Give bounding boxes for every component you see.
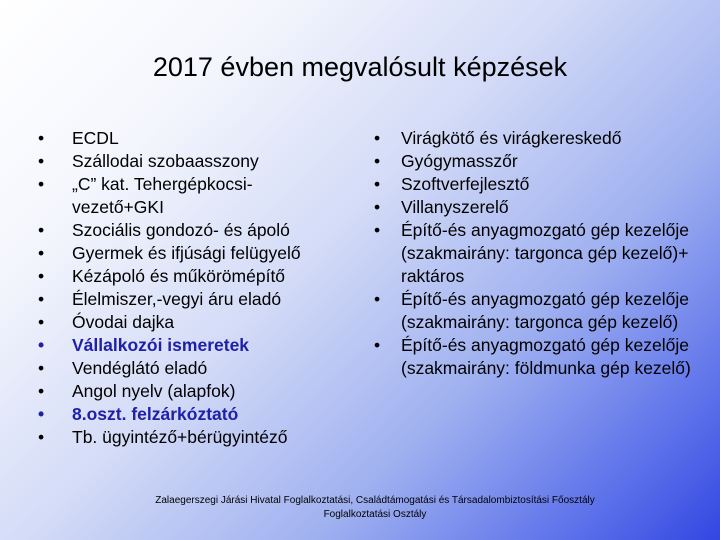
- list-item: [38, 219, 338, 242]
- bullet-icon: •: [374, 335, 381, 355]
- bullet-icon: •: [38, 289, 45, 309]
- list-item: [374, 196, 694, 219]
- footer-line-2: Foglalkoztatási Osztály: [323, 509, 427, 520]
- list-item-text: Szállodai szobaasszony: [72, 151, 259, 171]
- list-item: [374, 173, 694, 196]
- list-item: [374, 127, 694, 150]
- list-item-text: Építő-és anyagmozgató gép kezelője (szakmairány: targonca gép kezelő): [401, 289, 689, 332]
- bullet-icon: •: [374, 151, 381, 171]
- list-item: [374, 219, 694, 288]
- list-item: [38, 357, 338, 380]
- list-item: [38, 334, 338, 357]
- bullet-icon: •: [38, 174, 45, 194]
- list-item-text: Óvodai dajka: [72, 312, 175, 332]
- list-item-text: Építő-és anyagmozgató gép kezelője (szakmairány: földmunka gép kezelő): [401, 335, 691, 378]
- bullet-icon: •: [38, 381, 45, 401]
- list-item-text: Villanyszerelő: [401, 197, 509, 217]
- bullet-icon: •: [38, 266, 45, 286]
- list-item: [374, 334, 694, 380]
- bullet-icon: •: [38, 335, 45, 355]
- bullet-icon: •: [374, 174, 381, 194]
- list-item-text: Virágkötő és virágkereskedő: [401, 128, 622, 148]
- bullet-icon: •: [374, 289, 381, 309]
- bullet-icon: •: [38, 128, 45, 148]
- list-item: [38, 265, 338, 288]
- list-item-text: Vendéglátó eladó: [72, 358, 208, 378]
- left-training-list: [38, 127, 338, 449]
- list-item: [38, 288, 338, 311]
- list-item: [374, 150, 694, 173]
- list-item-text: ECDL: [72, 128, 119, 148]
- list-item: [38, 311, 338, 334]
- bullet-icon: •: [38, 151, 45, 171]
- list-item-text: Élelmiszer,-vegyi áru eladó: [72, 289, 282, 309]
- footer-line-1: Zalaegerszegi Járási Hivatal Foglalkoztatási, Családtámogatási és Társadalombiztosítási Főosztály: [155, 495, 595, 506]
- list-item: [38, 242, 338, 265]
- list-item-text: 8.oszt. felzárkóztató: [72, 404, 239, 424]
- bullet-icon: •: [38, 243, 45, 263]
- bullet-icon: •: [38, 358, 45, 378]
- list-item-text: Angol nyelv (alapfok): [72, 381, 236, 401]
- list-item-text: Gyermek és ifjúsági felügyelő: [72, 243, 301, 263]
- list-item-text: Vállalkozói ismeretek: [72, 335, 250, 355]
- bullet-icon: •: [38, 312, 45, 332]
- list-item-text: Gyógymasszőr: [401, 151, 518, 171]
- bullet-icon: •: [374, 220, 381, 240]
- list-item-text: Tb. ügyintéző+bérügyintéző: [72, 427, 288, 447]
- list-item: [38, 127, 338, 150]
- list-item: [38, 426, 338, 449]
- list-item: [38, 380, 338, 403]
- bullet-icon: •: [374, 128, 381, 148]
- bullet-icon: •: [38, 220, 45, 240]
- right-training-list: [374, 127, 694, 380]
- list-item: [38, 150, 338, 173]
- list-item-text: Szociális gondozó- és ápoló: [72, 220, 290, 240]
- list-item-text: Szoftverfejlesztő: [401, 174, 530, 194]
- list-item-text: „C” kat. Tehergépkocsi-vezető+GKI: [72, 174, 253, 217]
- bullet-icon: •: [38, 404, 45, 424]
- list-item: [374, 288, 694, 334]
- slide-title: 2017 évben megvalósult képzések: [152, 52, 568, 82]
- bullet-icon: •: [374, 197, 381, 217]
- list-item-text: Kézápoló és műkörömépítő: [72, 266, 286, 286]
- bullet-icon: •: [38, 427, 45, 447]
- list-item: [38, 173, 338, 219]
- list-item-text: Építő-és anyagmozgató gép kezelője (szakmairány: targonca gép kezelő)+ raktáros: [401, 220, 689, 286]
- footer: [90, 494, 660, 522]
- list-item: [38, 403, 338, 426]
